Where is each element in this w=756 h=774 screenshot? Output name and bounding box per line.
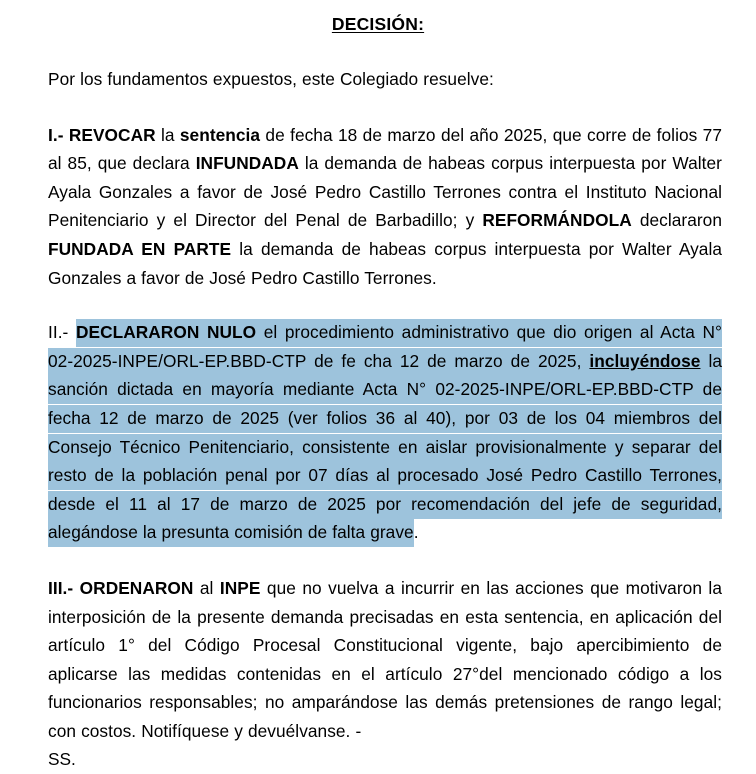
paragraph-two-number: II.- — [48, 322, 76, 343]
paragraph-one-text-5: la demanda de habeas corpus interpuesta por Walter Ayala Gonzales a favor de José Pedro Castillo Terrones. — [48, 238, 723, 288]
paragraph-one-verb: REVOCAR — [68, 124, 156, 145]
paragraph-two — [48, 318, 722, 547]
paragraph-one — [48, 121, 722, 293]
paragraph-one-text-1: la — [155, 124, 180, 145]
paragraph-two-verb: DECLARARON NULO — [75, 322, 257, 343]
paragraph-one-number: I.- — [48, 124, 69, 145]
paragraph-two-text-3: . — [413, 522, 419, 543]
paragraph-two-text-2: la sanción dictada en mayoría mediante Acta N° 02-2025-INPE/ORL-EP.BBD-CTP de fecha 12 de marzo de 2025 (ver folios 36 al 40), por 03 de los 04 miembros del Consejo Técnico Penitenciario, consistente en aislar provisionalmente y separar del resto de la población penal por 07 días al procesado José Pedro Castillo Terrones, desde el 11 al 17 de marzo de 2025 por recomendación del jefe de seguridad, alegándose la presunta comisión de falta grave — [48, 350, 722, 543]
paragraph-three-article-ref: 27°del — [452, 663, 503, 684]
signature-text: SS. — [48, 749, 76, 770]
paragraph-three — [48, 574, 722, 746]
page-title — [0, 0, 756, 34]
paragraph-one-bold-1: sentencia — [179, 124, 261, 145]
paragraph-two-highlight — [48, 319, 722, 547]
paragraph-one-bold-3: REFORMÁNDOLA — [482, 210, 632, 231]
paragraph-one-text-2: de fecha 18 de marzo del año 2025, que corre de folios 77 al 85, que declara — [48, 124, 722, 174]
paragraph-three-text-4: mencionado código a los funcionarios responsables; no amparándose las demás pretensiones de rango legal; con costos. Notifíquese y devuélvanse. - — [48, 663, 722, 741]
paragraph-one-bold-4: FUNDADA EN PARTE — [48, 238, 232, 259]
paragraph-two-text-1: el procedimiento administrativo que dio origen al Acta N° 02-2025-INPE/ORL-EP.BBD-CTP de fe cha 12 de marzo de 2025, — [48, 322, 723, 371]
paragraph-three-verb: ORDENARON — [79, 577, 194, 598]
signature-line — [48, 745, 722, 774]
paragraph-three-bold-1: INPE — [219, 577, 261, 598]
paragraph-three-text-1: al — [193, 577, 220, 598]
intro-text: Por los fundamentos expuestos, este Colegiado resuelve: — [48, 69, 494, 89]
paragraph-one-bold-2: INFUNDADA — [195, 153, 299, 174]
paragraph-two-bold-underline: incluyéndose — [589, 350, 701, 371]
paragraph-three-text-2: que no vuelva a incurrir en las acciones que motivaron la interposición de la presente demanda precisadas en esta sentencia, en aplicación del artículo 1° del Código Procesal Constitucional vigente, bajo apercibimiento de aplicarse las medidas contenidas en el artículo — [48, 577, 722, 684]
paragraph-three-number: III.- — [48, 577, 80, 598]
paragraph-one-text-4: declararon — [631, 210, 722, 231]
page-title-text: DECISIÓN: — [331, 14, 425, 34]
document-body — [0, 65, 756, 774]
paragraph-intro — [48, 65, 722, 94]
paragraph-one-text-3: la demanda de habeas corpus interpuesta por Walter Ayala Gonzales a favor de José Pedro Castillo Terrones contra el Instituto Nacional Penitenciario y el Director del Penal de Barbadillo; y — [48, 153, 722, 231]
